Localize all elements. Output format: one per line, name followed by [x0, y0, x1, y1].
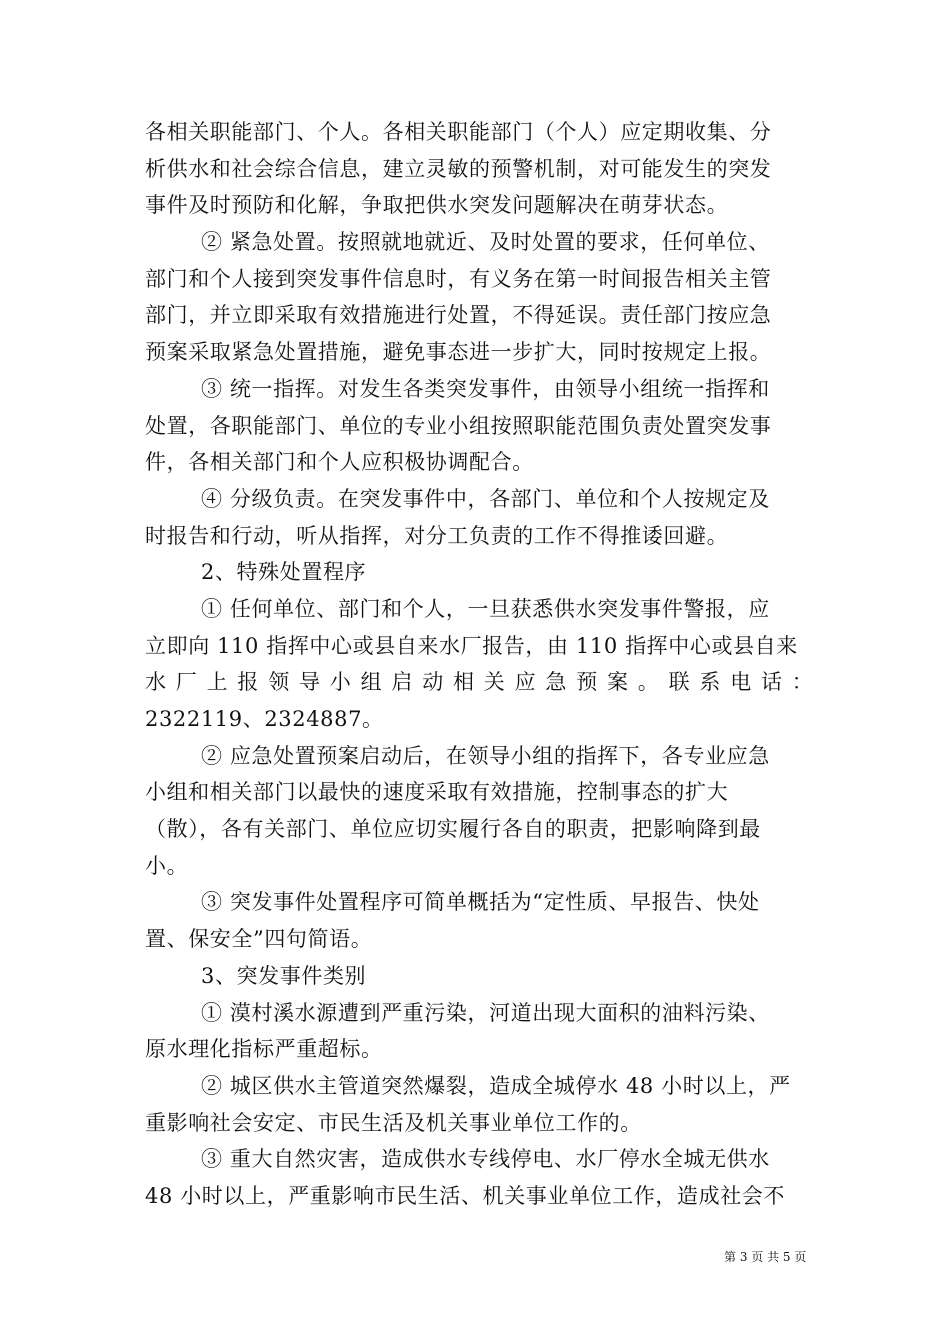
text-line: 小。 [145, 853, 189, 878]
text-line: 事件及时预防和化解，争取把供水突发问题解决在萌芽状态。 [145, 193, 729, 218]
text-line: ③ 突发事件处置程序可简单概括为“定性质、早报告、快处 [201, 890, 760, 915]
text-line: ③ 统一指挥。对发生各类突发事件，由领导小组统一指挥和 [201, 376, 770, 401]
text-line: 原水理化指标严重超标。 [145, 1037, 383, 1062]
text-line: ① 漠村溪水源遭到严重污染，河道出现大面积的油料污染、 [201, 1000, 770, 1025]
text-line: ① 任何单位、部门和个人，一旦获悉供水突发事件警报，应 [201, 596, 770, 621]
text-line: 析供水和社会综合信息，建立灵敏的预警机制，对可能发生的突发 [145, 156, 772, 181]
text-line: 小组和相关部门以最快的速度采取有效措施，控制事态的扩大 [145, 780, 729, 805]
text-line: 各相关职能部门、个人。各相关职能部门（个人）应定期收集、分 [145, 120, 772, 144]
text-line: ② 城区供水主管道突然爆裂，造成全城停水 48 小时以上，严 [201, 1073, 791, 1098]
section-heading: 3、突发事件类别 [201, 963, 367, 988]
text-line: 水厂上报领导小组启动相关应急预案。联系电话： [145, 670, 823, 695]
page-number: 第 3 页 共 5 页 [724, 1250, 807, 1264]
text-line: ② 紧急处置。按照就地就近、及时处置的要求，任何单位、 [201, 230, 770, 255]
text-line: ② 应急处置预案启动后，在领导小组的指挥下，各专业应急 [201, 743, 770, 768]
section-heading: 2、特殊处置程序 [201, 560, 367, 585]
text-line: 部门和个人接到突发事件信息时，有义务在第一时间报告相关主管 [145, 266, 772, 291]
text-line: （散），各有关部门、单位应切实履行各自的职责，把影响降到最 [145, 817, 761, 842]
text-line: 预案采取紧急处置措施，避免事态进一步扩大，同时按规定上报。 [145, 340, 772, 365]
document-body [145, 114, 823, 1215]
text-line: 时报告和行动，听从指挥，对分工负责的工作不得推诿回避。 [145, 523, 729, 548]
text-line: 处置，各职能部门、单位的专业小组按照职能范围负责处置突发事 [145, 413, 772, 438]
text-line: ③ 重大自然灾害，造成供水专线停电、水厂停水全城无供水 [201, 1147, 770, 1172]
text-line: 重影响社会安定、市民生活及机关事业单位工作的。 [145, 1110, 642, 1135]
text-line: 2322119、2324887。 [145, 707, 384, 731]
text-line: 48 小时以上，严重影响市民生活、机关事业单位工作，造成社会不 [145, 1183, 785, 1208]
text-line: 部门，并立即采取有效措施进行处置，不得延误。责任部门按应急 [145, 303, 772, 328]
text-line: 置、保安全”四句简语。 [145, 927, 373, 952]
text-line: 立即向 110 指挥中心或县自来水厂报告，由 110 指挥中心或县自来 [145, 633, 798, 658]
text-line: 件，各相关部门和个人应积极协调配合。 [145, 450, 534, 475]
text-line: ④ 分级负责。在突发事件中，各部门、单位和个人按规定及 [201, 486, 770, 511]
